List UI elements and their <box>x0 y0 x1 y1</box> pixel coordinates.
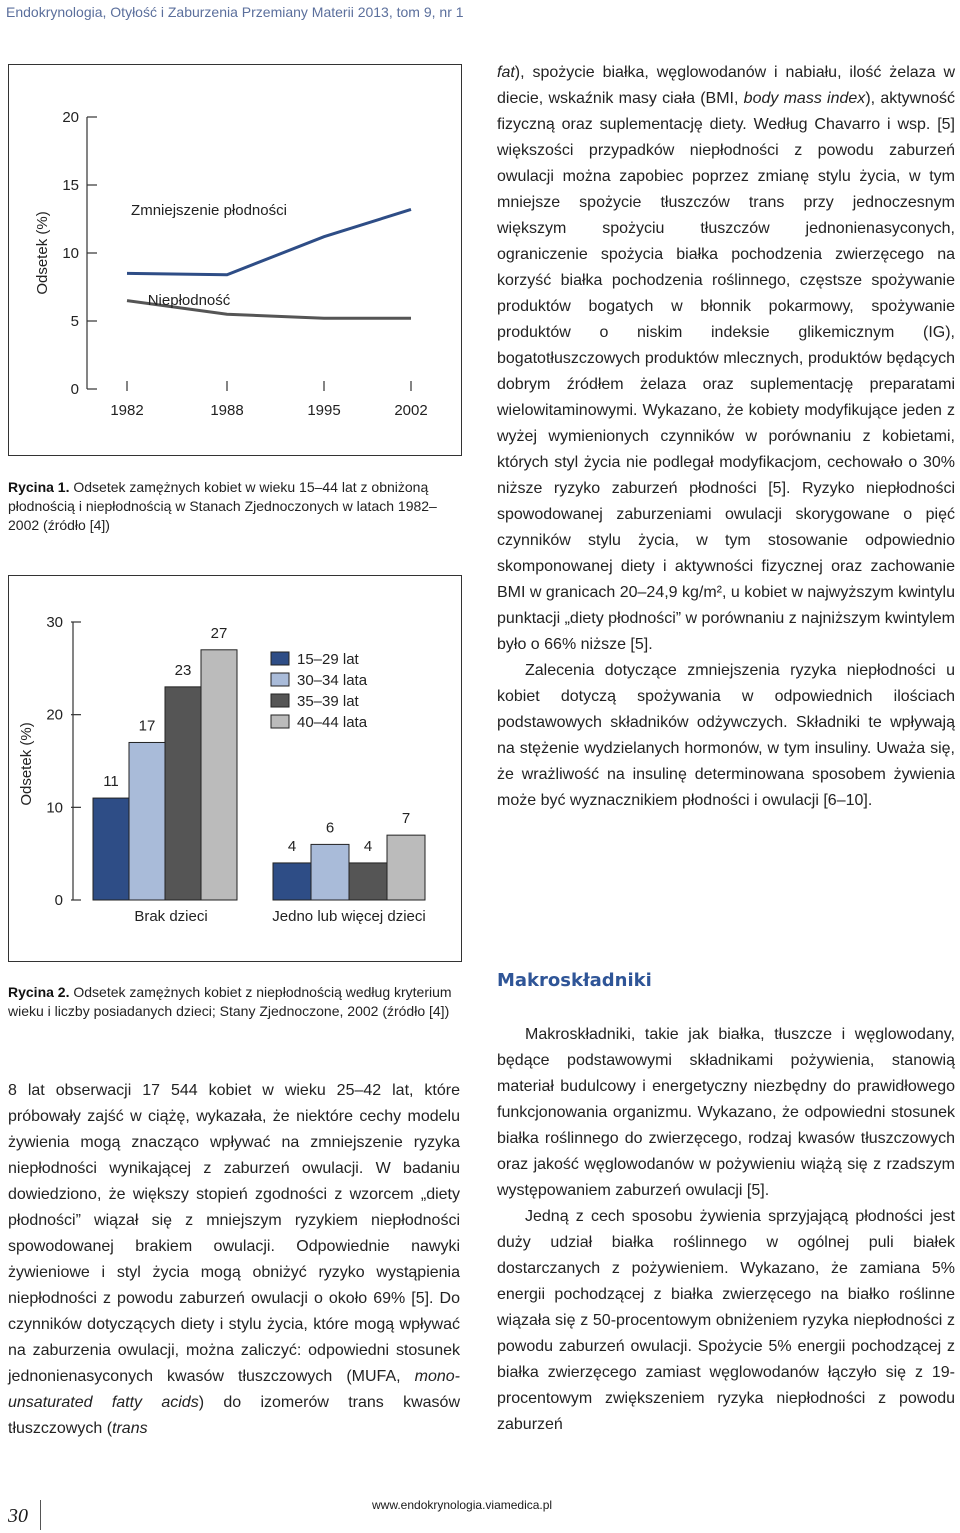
figure2-bar-data-label: 4 <box>287 837 297 855</box>
figure1-x-tick-label: 1995 <box>307 402 341 419</box>
figure1-series-line <box>127 209 411 274</box>
right-column-2-paragraph: Makroskładniki, takie jak białka, tłuszcze i węglowodany, będące podstawowymi składnikami pożywienia, stanowią materiał budulcowy i energetyczny niezbędny do prawidłowego funkcjonowania organizmu. Wykazano, że odpowiedni stosunek białka roślinnego do zwierzęcego, rodzaj kwasów tłuszczowych oraz jakość węglowodanów w pożywieniu wiążą się z rzadszym występowaniem zaburzeń owulacji [5]. <box>497 1026 955 1199</box>
journal-header: Endokrynologia, Otyłość i Zaburzenia Przemiany Materii 2013, tom 9, nr 1 <box>6 4 464 20</box>
figure1-box <box>8 64 462 456</box>
page-number-divider <box>40 1500 41 1530</box>
figure2-caption-text: Odsetek zamężnych kobiet z niepłodnością według kryterium wieku i liczby posiadanych dzieci; Stany Zjednoczone, 2002 (źródło [4]) <box>8 984 452 1019</box>
figure2-bar-data-label: 23 <box>174 661 192 679</box>
figure1-x-tick-label: 1982 <box>110 402 144 419</box>
figure2-bar <box>165 687 201 900</box>
figure1-y-tick-label: 20 <box>62 109 79 126</box>
right-column-paragraph: fat), spożycie białka, węglowodanów i nabiału, ilość żelaza w diecie, wskaźnik masy ciała (BMI, body mass index), aktywność fizyczną oraz suplementację diety. Według Chavarro i wsp. [5] większości przypadków niepłodności z powodu zaburzeń owulacji można zapobiec poprzez zmianę stylu życia, w tym mniejsze spożycie tłuszczów trans przy jednoczesnym większym spożyciu tłuszczów jednonienasyconych, ograniczenie spożycia białka pochodzenia zwierzęcego na korzyść białka pochodzenia roślinnego, częstsze spożywanie produktów bogatych w błonnik pokarmowy, spożywanie produktów o niskim indeksie glikemicznym (IG), bogatotłuszczowych produktów mlecznych, produktów będących dobrym źródłem żelaza oraz suplementację preparatami wielowitaminowymi. Wykazano, że kobiety modyfikujące jeden z wyżej wymienionych czynników w porównaniu z kobietami, których styl życia nie podlegał modyfikacjom, cechowało o 30% niższe ryzyko zaburzeń płodności [5]. Ryzyko niepłodności spowodowanej zaburzeniami owulacji skorygowane o pięć czynników stylu życia, w tym stosowanie odpowiednio skomponowanej diety i aktywności fizycznej oraz zachowanie BMI w granicach 20–24,9 kg/m², u kobiet w najwyższym kwintylu punktacji „diety płodności” w porównaniu z najniższym kwintylem było o 66% niższe [5]. <box>497 64 956 653</box>
figure2-box <box>8 575 462 962</box>
figure2-bar-data-label: 11 <box>103 773 119 791</box>
figure1-x-tick-label: 2002 <box>394 402 428 419</box>
figure2-y-tick-label: 10 <box>46 799 63 817</box>
figure1-y-tick-label: 10 <box>62 245 79 262</box>
figure2-legend-label: 35–39 lat <box>297 693 359 710</box>
figure2-bar-data-label: 17 <box>138 717 156 735</box>
page-number: 30 <box>8 1505 28 1527</box>
figure1-y-tick-label: 15 <box>62 177 79 194</box>
figure2-bar-data-label: 27 <box>210 624 228 642</box>
figure2-legend-swatch <box>271 715 289 728</box>
figure2-legend-label: 15–29 lat <box>297 651 359 668</box>
figure2-legend-label: 40–44 lata <box>297 714 368 731</box>
left-column-paragraph: 8 lat obserwacji 17 544 kobiet w wieku 25–42 lat, które próbowały zajść w ciążę, wykazała, że niektóre cechy modelu żywienia mogą znacząco wpływać na zmniejszenie ryzyka niepłodności wynikającej z zaburzeń owulacji. W badaniu dowiedziono, że większy stopień zgodności z wzorcem „diety płodności” wiązał się z mniejszym ryzykiem niepłodności spowodowanej brakiem owulacji. Odpowiednie nawyki żywieniowe i styl życia mogą obniżyć ryzyko wystąpienia niepłodności z powodu zaburzeń owulacji o około 69% [5]. Do czynników dotyczących diety i stylu życia, które mogą wpływać na zaburzenia owulacji, można zaliczyć: odpowiedni stosunek jednonienasyconych kwasów tłuszczowych (MUFA, mono-unsaturated fatty acids) do izomerów trans kwasów tłuszczowych (trans <box>8 1082 461 1437</box>
figure2-bar <box>129 742 165 900</box>
left-column-text <box>8 1078 460 1442</box>
figure2-bar <box>349 863 387 900</box>
figure2-group-label-1: Brak dzieci <box>134 908 208 925</box>
figure1-series-label-reduced: Zmniejszenie płodności <box>131 202 287 219</box>
figure2-caption <box>8 983 460 1021</box>
figure2-y-axis-label: Odsetek (%) <box>18 722 35 806</box>
figure1-caption-text: Odsetek zamężnych kobiet w wieku 15–44 lat z obniżoną płodnością i niepłodnością w Stanach Zjednoczonych w latach 1982–2002 (źródło [4]) <box>8 479 437 533</box>
figure2-bar <box>201 650 237 900</box>
figure2-y-tick-label: 20 <box>46 706 63 724</box>
figure2-legend-swatch <box>271 673 289 686</box>
figure2-caption-label: Rycina 2. <box>8 984 70 1000</box>
right-column-paragraph: Zalecenia dotyczące zmniejszenia ryzyka niepłodności u kobiet dotyczą spożywania w odpowiednich ilościach podstawowych składników odżywczych. Składniki te wpływają na stężenie wydzielanych hormonów, w tym insuliny. Uważa się, że wrażliwość na insulinę determinowana sposobem żywienia może być wyznacznikiem płodności i owulacji [6–10]. <box>497 662 955 809</box>
figure1-y-tick-label: 5 <box>70 313 79 330</box>
figure2-bar-data-label: 6 <box>325 819 335 837</box>
figure1-chart <box>9 65 461 455</box>
figure1-series-label-infertility: Niepłodność <box>147 292 231 309</box>
figure2-bar <box>273 863 311 900</box>
figure2-legend-swatch <box>271 652 289 665</box>
figure2-bar <box>387 835 425 900</box>
figure2-group-label-2: Jedno lub więcej dzieci <box>272 908 426 925</box>
figure2-legend-swatch <box>271 694 289 707</box>
figure2-y-tick-label: 0 <box>54 892 63 909</box>
right-column-text-2 <box>497 1022 955 1438</box>
figure2-bar-data-label: 7 <box>401 810 411 828</box>
right-column-2-paragraph: Jedną z cech sposobu żywienia sprzyjającą płodności jest duży udział białka roślinnego w ogólnej puli białek dostarczanych z pożywieniem. Wykazano, że zamiana 5% energii pochodzącej z białka zwierzęcego na białko roślinne wiązała się z 50-procentowym obniżeniem ryzyka niepłodności z powodu zaburzeń owulacji. Spożycie 5% energii pochodzącej z białka zwierzęcego zamiast węglowodanów łączyło się z 19-procentowym zwiększeniem ryzyka niepłodności z powodu zaburzeń <box>497 1208 955 1433</box>
figure1-y-tick-label: 0 <box>70 381 79 398</box>
section-heading: Makroskładniki <box>497 970 652 991</box>
footer-url: www.endokrynologia.viamedica.pl <box>372 1498 553 1512</box>
figure2-legend-label: 30–34 lata <box>297 672 368 689</box>
figure2-bar <box>93 798 129 900</box>
figure2-chart <box>9 576 461 961</box>
figure2-bar-data-label: 4 <box>363 837 373 855</box>
right-column-text <box>497 60 955 814</box>
figure2-y-tick-label: 30 <box>46 614 63 631</box>
figure2-bar <box>311 844 349 900</box>
figure1-x-tick-label: 1988 <box>210 402 244 419</box>
figure1-caption-label: Rycina 1. <box>8 479 70 495</box>
figure1-caption <box>8 478 460 535</box>
figure1-y-axis-label: Odsetek (%) <box>34 211 51 295</box>
